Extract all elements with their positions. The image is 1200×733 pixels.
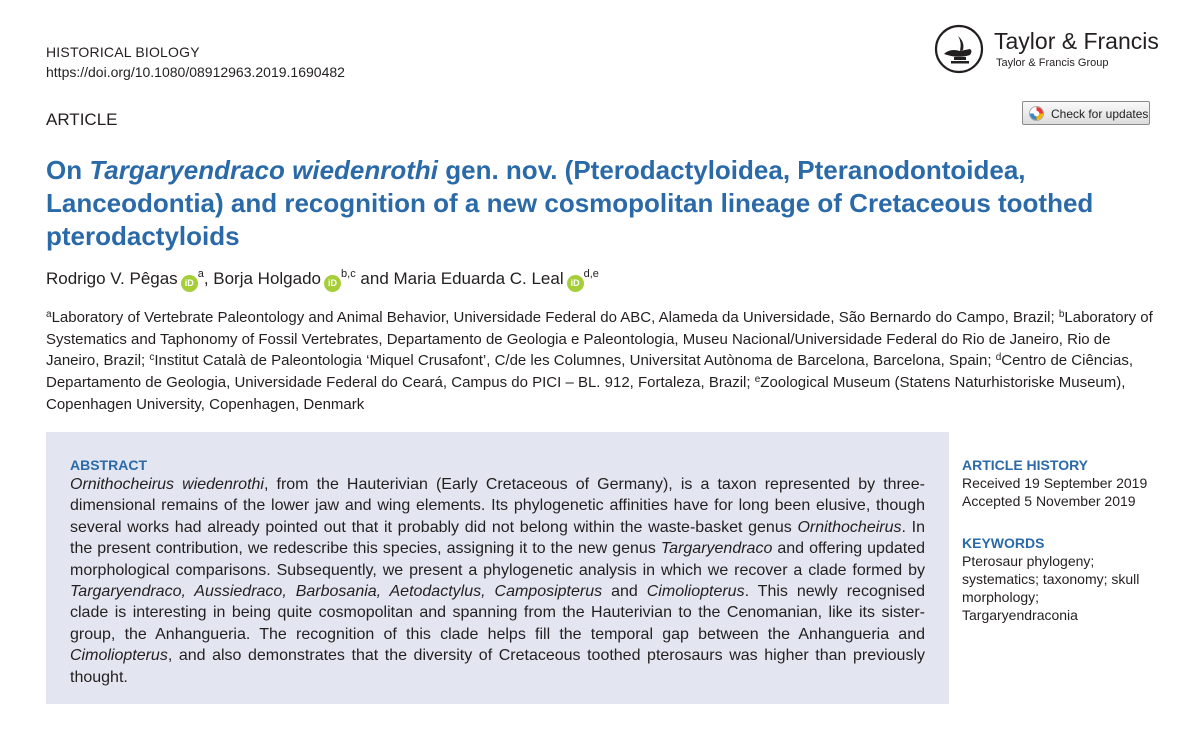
author-list	[46, 268, 599, 292]
abstract-segment: Ornithocheirus	[797, 518, 902, 536]
author-affiliation-mark: a	[197, 268, 204, 280]
author-name: Maria Eduarda C. Leal	[393, 269, 564, 288]
orcid-icon[interactable]: iD	[324, 275, 341, 292]
affiliation-text: Institut Català de Paleontologia ‘Miquel Crusafont’, C/de les Columnes, Universitat Autònoma de Barcelona, Barcelona, Spain;	[154, 352, 996, 370]
author-1[interactable]	[46, 269, 204, 288]
affiliation-text: Laboratory of Systematics and Taphonomy of Fossil Vertebrates, Departamento de Geologia e Paleontologia, Museu Nacional/Universidade Federal do Rio de Janeiro, Rio de Janeiro, Brazil;	[46, 309, 1153, 370]
orcid-icon[interactable]: iD	[567, 275, 584, 292]
author-affiliation-mark: b,c	[341, 268, 356, 280]
journal-name: HISTORICAL BIOLOGY	[46, 44, 200, 60]
crossmark-icon	[1029, 106, 1044, 121]
article-sidebar	[962, 456, 1162, 624]
author-name: Borja Holgado	[213, 269, 322, 288]
abstract-box	[46, 432, 949, 704]
affiliation-mark: e	[754, 374, 761, 386]
abstract-segment: Ornithocheirus wiedenrothi	[70, 476, 264, 493]
keywords-heading: KEYWORDS	[962, 535, 1045, 551]
abstract-segment: . This newly recognised clade is interesting in being quite cosmopolitan and spanning from the Hauterivian to the Cenomanian, like its sister-group, the Anhangueria. The recognition of this clade helps fill the temporal gap between the Anhangueria and	[70, 583, 926, 643]
affiliation-mark: d	[995, 352, 1002, 364]
affiliations	[46, 307, 1158, 416]
affiliation-text: Zoological Museum (Statens Naturhistoriske Museum), Copenhagen University, Copenhagen, Denmark	[46, 374, 1126, 413]
doi-link[interactable]: https://doi.org/10.1080/08912963.2019.1690482	[46, 64, 345, 80]
received-date: Received 19 September 2019	[962, 475, 1148, 491]
article-title	[46, 154, 1166, 253]
abstract-segment: Targaryendraco	[660, 540, 773, 558]
article-type: ARTICLE	[46, 110, 118, 129]
abstract-heading: ABSTRACT	[70, 457, 147, 473]
abstract-text	[70, 474, 925, 688]
affiliation-mark: a	[46, 309, 52, 320]
publisher-group: Taylor & Francis Group	[996, 57, 1109, 69]
title-taxon: Targaryendraco wiedenrothi	[89, 155, 439, 185]
affiliation-mark: c	[149, 352, 155, 364]
title-part-2: gen. nov. (Pterodactyloidea, Pteranodontoidea, Lanceodontia) and recognition of a new cosmopolitan lineage of Cretaceous toothed pterodactyloids	[46, 155, 1094, 251]
abstract-segment: Cimoliopterus	[70, 647, 168, 665]
title-part-1: On	[46, 155, 90, 185]
keyword-line: morphology;	[962, 589, 1040, 605]
author-2[interactable]	[213, 269, 355, 288]
abstract-segment: and offering updated morphological comparisons. Subsequently, we present a phylogenetic analysis in which we recover a clade formed by	[70, 540, 925, 579]
abstract-segment: Targaryendraco, Aussiedraco, Barbosania, Aetodactylus, Camposipterus	[70, 583, 603, 601]
article-history-heading: ARTICLE HISTORY	[962, 457, 1089, 473]
keyword-line: Targaryendraconia	[962, 607, 1078, 623]
keyword-line: Pterosaur phylogeny;	[962, 553, 1095, 569]
author-affiliation-mark: d,e	[583, 268, 599, 280]
abstract-segment: and	[602, 583, 647, 601]
publisher-logo[interactable]	[934, 24, 1164, 80]
affiliation-text: Laboratory of Vertebrate Paleontology and Animal Behavior, Universidade Federal do ABC, Alameda da Universidade, São Bernardo do Campo, Brazil;	[51, 309, 1059, 326]
affiliation-text: Centro de Ciências, Departamento de Geologia, Universidade Federal do Ceará, Campus do PICI – BL. 912, Fortaleza, Brazil;	[46, 352, 1133, 392]
author-3[interactable]	[394, 269, 599, 288]
publisher-name: Taylor & Francis	[994, 28, 1159, 54]
affiliation-mark: b	[1058, 309, 1065, 320]
abstract-segment: Cimoliopterus	[646, 583, 745, 601]
accepted-date: Accepted 5 November 2019	[962, 493, 1136, 509]
check-for-updates-label: Check for updates	[1051, 107, 1149, 121]
check-for-updates-button[interactable]	[1022, 101, 1150, 125]
abstract-segment: , and also demonstrates that the diversity of Cretaceous toothed pterosaurs was higher than previously thought.	[70, 647, 925, 686]
author-name: Rodrigo V. Pêgas	[46, 269, 178, 288]
author-separator: and	[355, 269, 394, 288]
abstract-segment: , from the Hauterivian (Early Cretaceous of Germany), is a taxon represented by three-dimensional remains of the lower jaw and wing elements. Its phylogenetic affinities have for long been elusive, though several works had already pointed out that it probably did not belong within the waste-basket genus	[70, 476, 925, 536]
lamp-logo-icon	[934, 24, 984, 74]
keyword-line: systematics; taxonomy; skull	[962, 571, 1140, 587]
abstract-segment: . In the present contribution, we redescribe this species, assigning it to the new genus	[70, 518, 926, 558]
author-separator: ,	[203, 269, 214, 288]
orcid-icon[interactable]: iD	[181, 275, 198, 292]
